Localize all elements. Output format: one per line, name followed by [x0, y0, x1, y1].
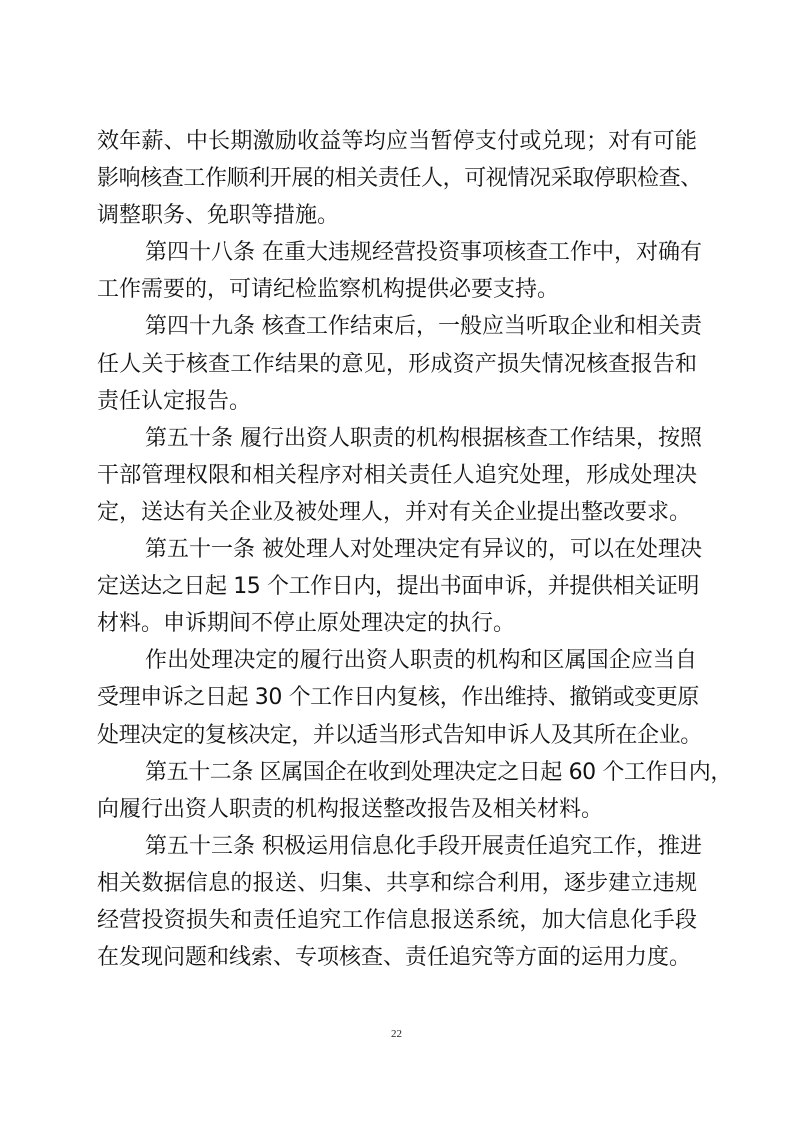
text-line: 效年薪、中长期激励收益等均应当暂停支付或兑现；对有可能	[97, 129, 697, 154]
text-line: 调整职务、免职等措施。	[97, 203, 340, 229]
text-line: 作出处理决定的履行出资人职责的机构和区属国企应当自	[145, 648, 697, 674]
text-line: 定，送达有关企业及被处理人，并对有关企业提出整改要求。	[97, 499, 692, 525]
text-line: 责任认定报告。	[97, 388, 252, 414]
text-line: 向履行出资人职责的机构报送整改报告及相关材料。	[97, 796, 604, 822]
text-line: 材料。申诉期间不停止原处理决定的执行。	[97, 611, 516, 637]
text-line: 第五十二条 区属国企在收到处理决定之日起 60 个工作日内，	[145, 759, 732, 785]
text-line: 相关数据信息的报送、归集、共享和综合利用，逐步建立违规	[97, 870, 697, 896]
text-line: 第五十三条 积极运用信息化手段开展责任追究工作，推进	[145, 833, 702, 859]
text-line: 第四十八条 在重大违规经营投资事项核查工作中，对确有	[145, 240, 702, 266]
text-line: 受理申诉之日起 30 个工作日内复核，作出维持、撤销或变更原	[97, 685, 699, 711]
text-line: 经营投资损失和责任追究工作信息报送系统，加大信息化手段	[97, 907, 697, 933]
text-line: 第五十条 履行出资人职责的机构根据核查工作结果，按照	[145, 425, 702, 451]
text-line: 工作需要的，可请纪检监察机构提供必要支持。	[97, 277, 560, 303]
page-number: 22	[391, 1028, 402, 1040]
text-line: 在发现问题和线索、专项核查、责任追究等方面的运用力度。	[97, 945, 692, 971]
text-line: 第四十九条 核查工作结束后，一般应当听取企业和相关责	[145, 314, 702, 340]
text-line: 处理决定的复核决定，并以适当形式告知申诉人及其所在企业。	[97, 722, 702, 748]
text-line: 定送达之日起 15 个工作日内，提出书面申诉，并提供相关证明	[97, 574, 699, 600]
text-line: 第五十一条 被处理人对处理决定有异议的，可以在处理决	[145, 537, 702, 563]
text-line: 任人关于核查工作结果的意见，形成资产损失情况核查报告和	[97, 351, 697, 377]
text-line: 干部管理权限和相关程序对相关责任人追究处理，形成处理决	[97, 462, 697, 488]
document-body	[97, 123, 732, 976]
text-line: 影响核查工作顺利开展的相关责任人，可视情况采取停职检查、	[97, 166, 702, 192]
